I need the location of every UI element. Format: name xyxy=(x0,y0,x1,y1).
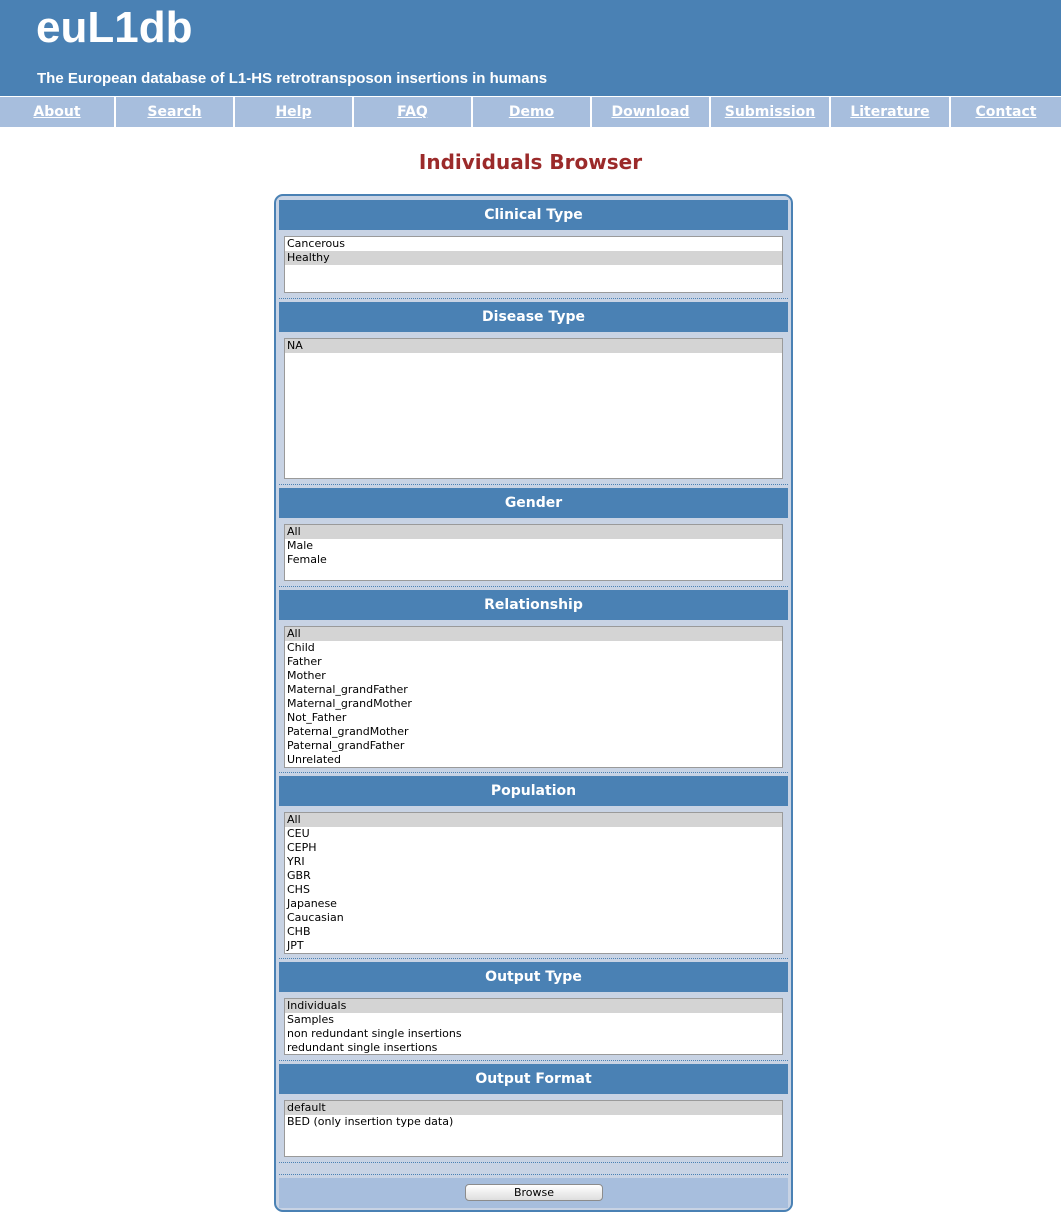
output-format-option[interactable]: default xyxy=(285,1101,782,1115)
relationship-option[interactable]: Child xyxy=(287,641,315,654)
population-option[interactable]: CHB xyxy=(287,925,311,938)
relationship-option[interactable]: Maternal_grandMother xyxy=(287,697,412,710)
relationship-header: Relationship xyxy=(279,590,788,620)
output-type-header: Output Type xyxy=(279,962,788,992)
clinical-type-option[interactable]: Cancerous xyxy=(287,237,345,250)
section-divider xyxy=(279,298,788,299)
page-title: Individuals Browser xyxy=(418,150,643,174)
gender-option[interactable]: All xyxy=(285,525,782,539)
relationship-option[interactable]: All xyxy=(285,627,782,641)
nav-contact-link[interactable]: Contact xyxy=(951,97,1061,127)
output-type-option[interactable]: Individuals xyxy=(285,999,782,1013)
section-divider xyxy=(279,1162,788,1163)
gender-header: Gender xyxy=(279,488,788,518)
browse-button[interactable]: Browse xyxy=(465,1184,603,1201)
relationship-select[interactable] xyxy=(284,626,783,768)
population-header: Population xyxy=(279,776,788,806)
output-type-option[interactable]: non redundant single insertions xyxy=(287,1027,462,1040)
nav-literature-link[interactable]: Literature xyxy=(831,97,949,127)
section-divider xyxy=(279,484,788,485)
population-option[interactable]: All xyxy=(285,813,782,827)
section-divider xyxy=(279,1174,788,1175)
disease-type-select[interactable] xyxy=(284,338,783,479)
section-divider xyxy=(279,772,788,773)
relationship-option[interactable]: Unrelated xyxy=(287,753,341,766)
population-option[interactable]: GBR xyxy=(287,869,311,882)
nav-faq-link[interactable]: FAQ xyxy=(354,97,471,127)
population-option[interactable]: CEU xyxy=(287,827,310,840)
site-header xyxy=(0,0,1061,96)
section-divider xyxy=(279,1060,788,1061)
population-option[interactable]: JPT xyxy=(287,939,304,952)
population-option[interactable]: YRI xyxy=(287,855,305,868)
output-format-select[interactable] xyxy=(284,1100,783,1157)
population-option[interactable]: CHS xyxy=(287,883,310,896)
site-title: euL1db xyxy=(36,3,193,52)
site-subtitle: The European database of L1-HS retrotransposon insertions in humans xyxy=(37,70,548,87)
disease-type-option[interactable]: NA xyxy=(285,339,782,353)
output-type-option[interactable]: Samples xyxy=(287,1013,334,1026)
output-format-option[interactable]: BED (only insertion type data) xyxy=(287,1115,454,1128)
relationship-option[interactable]: Maternal_grandFather xyxy=(287,683,408,696)
gender-option[interactable]: Female xyxy=(287,553,327,566)
nav-download-link[interactable]: Download xyxy=(592,97,709,127)
section-divider xyxy=(279,586,788,587)
relationship-option[interactable]: Mother xyxy=(287,669,326,682)
disease-type-header: Disease Type xyxy=(279,302,788,332)
output-type-option[interactable]: redundant single insertions xyxy=(287,1041,438,1054)
nav-demo-link[interactable]: Demo xyxy=(473,97,590,127)
nav-about-link[interactable]: About xyxy=(0,97,114,127)
clinical-type-select[interactable] xyxy=(284,236,783,293)
output-format-header: Output Format xyxy=(279,1064,788,1094)
nav-search-link[interactable]: Search xyxy=(116,97,233,127)
nav-bar xyxy=(0,96,1061,127)
population-option[interactable]: CEPH xyxy=(287,841,317,854)
gender-select[interactable] xyxy=(284,524,783,581)
relationship-option[interactable]: Father xyxy=(287,655,322,668)
population-option[interactable]: Caucasian xyxy=(287,911,344,924)
clinical-type-header: Clinical Type xyxy=(279,200,788,230)
population-select[interactable] xyxy=(284,812,783,954)
relationship-option[interactable]: Paternal_grandMother xyxy=(287,725,409,738)
output-type-select[interactable] xyxy=(284,998,783,1055)
browser-form xyxy=(274,194,793,1212)
nav-help-link[interactable]: Help xyxy=(235,97,352,127)
form-footer xyxy=(279,1178,788,1208)
clinical-type-option[interactable]: Healthy xyxy=(285,251,782,265)
nav-submission-link[interactable]: Submission xyxy=(711,97,829,127)
gender-option[interactable]: Male xyxy=(287,539,314,552)
relationship-option[interactable]: Not_Father xyxy=(287,711,347,724)
population-option[interactable]: Japanese xyxy=(287,897,337,910)
section-divider xyxy=(279,958,788,959)
relationship-option[interactable]: Paternal_grandFather xyxy=(287,739,405,752)
